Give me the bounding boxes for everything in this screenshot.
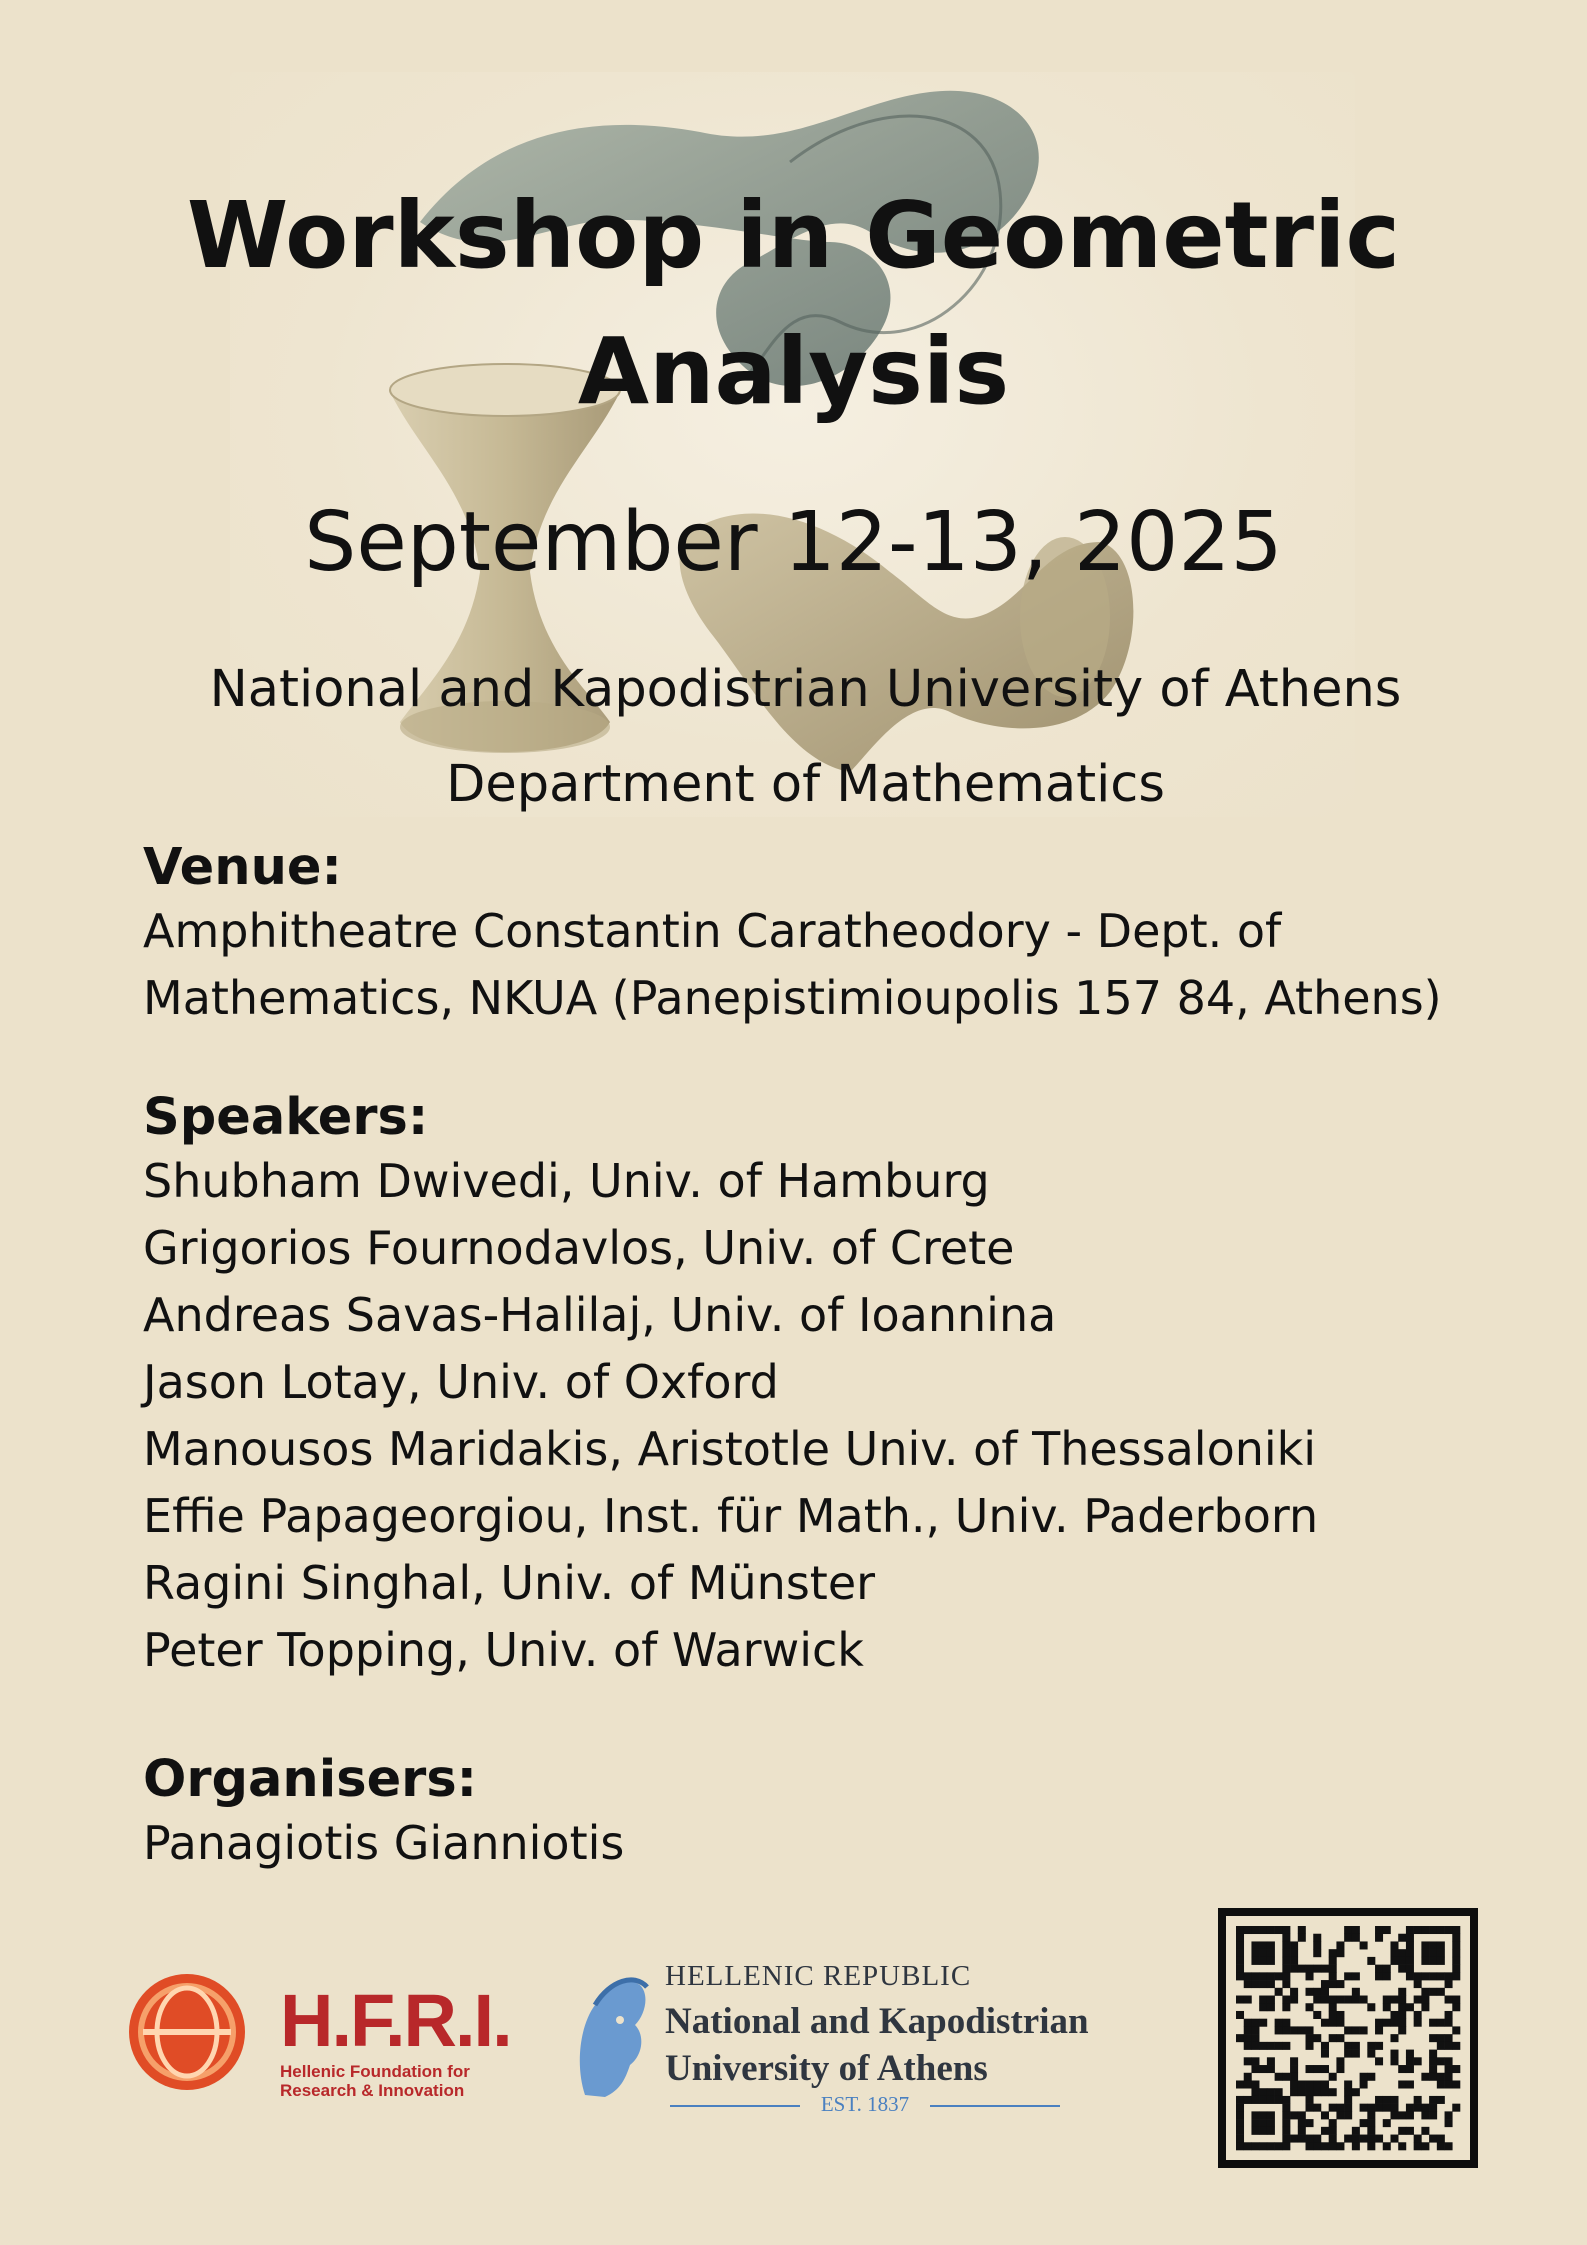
speaker-item: Manousos Maridakis, Aristotle Univ. of Thessaloniki	[143, 1422, 1317, 1476]
organiser-item: Panagiotis Gianniotis	[143, 1816, 625, 1870]
workshop-title	[0, 168, 1587, 440]
nkua-name-line-1: National and Kapodistrian	[665, 2001, 1089, 2042]
university-name: National and Kapodistrian University of Athens	[209, 660, 1402, 719]
nkua-name-line-2: University of Athens	[665, 2048, 988, 2089]
hfri-subtitle-line-2: Research & Innovation	[280, 2081, 465, 2100]
speaker-item: Jason Lotay, Univ. of Oxford	[143, 1355, 779, 1409]
speaker-item: Peter Topping, Univ. of Warwick	[143, 1623, 864, 1677]
nkua-rule-right	[930, 2105, 1060, 2107]
hfri-emblem-icon	[125, 1970, 255, 2100]
speaker-item: Shubham Dwivedi, Univ. of Hamburg	[143, 1154, 990, 1208]
department-name: Department of Mathematics	[446, 755, 1165, 814]
title-line-2: Analysis	[577, 318, 1010, 425]
nkua-established: EST. 1837	[820, 2092, 910, 2116]
nkua-name	[665, 1998, 1089, 2092]
venue-line-2: Mathematics, NKUA (Panepistimioupolis 157 84, Athens)	[143, 971, 1442, 1025]
organisers-section	[143, 1750, 1473, 1877]
hfri-logo	[125, 1970, 511, 2100]
qr-code[interactable]	[1218, 1908, 1478, 2168]
qr-code-icon	[1226, 1916, 1470, 2160]
speakers-section	[143, 1088, 1473, 1684]
venue-heading: Venue:	[143, 838, 342, 897]
speaker-item: Ragini Singhal, Univ. of Münster	[143, 1556, 876, 1610]
event-date: September 12-13, 2025	[304, 495, 1283, 590]
hfri-wordmark: H.F.R.I.	[280, 1979, 511, 2062]
nkua-logo	[565, 1960, 1195, 2116]
university-block	[0, 660, 1587, 815]
speaker-item: Effie Papageorgiou, Inst. für Math., Univ. Paderborn	[143, 1489, 1319, 1543]
speaker-item: Andreas Savas-Halilaj, Univ. of Ioannina	[143, 1288, 1057, 1342]
venue-line-1: Amphitheatre Constantin Caratheodory - Dept. of	[143, 904, 1282, 958]
athena-head-icon	[565, 1965, 655, 2105]
hfri-subtitle	[280, 2062, 470, 2100]
nkua-republic-label: HELLENIC REPUBLIC	[665, 1960, 972, 1992]
title-line-1: Workshop in Geometric	[186, 182, 1401, 289]
organisers-heading: Organisers:	[143, 1750, 478, 1809]
hfri-subtitle-line-1: Hellenic Foundation for	[280, 2062, 470, 2081]
speakers-heading: Speakers:	[143, 1088, 429, 1147]
venue-section	[143, 838, 1473, 1032]
speaker-item: Grigorios Fournodavlos, Univ. of Crete	[143, 1221, 1015, 1275]
